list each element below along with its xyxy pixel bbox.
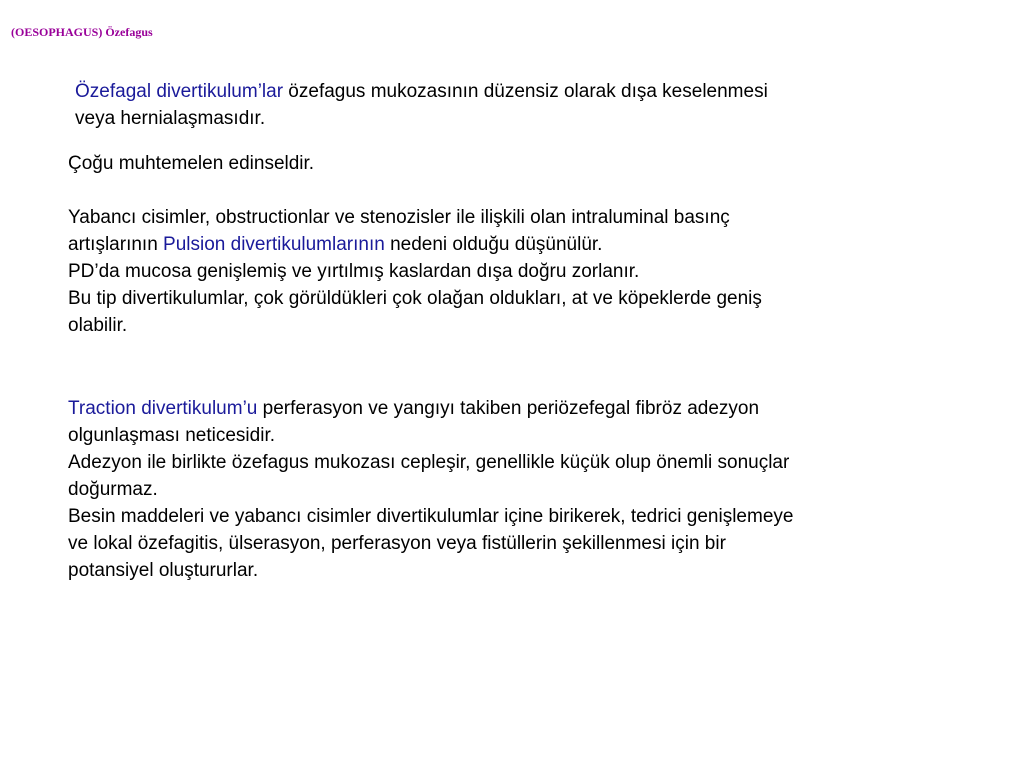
pulsion-paragraph: [68, 150, 948, 339]
pulsion-line-5: Bu tip divertikulumlar, çok görüldükleri çok olağan oldukları, at ve köpeklerde geniş: [68, 288, 762, 309]
pulsion-spacer: [68, 177, 948, 204]
pulsion-term: Pulsion divertikulumlarının: [163, 234, 385, 255]
traction-line-5: Besin maddeleri ve yabancı cisimler divertikulumlar içine birikerek, tedrici genişlemeye: [68, 506, 794, 527]
traction-term: Traction divertikulum’u: [68, 398, 258, 419]
traction-line-3: Adezyon ile birlikte özefagus mukozası cepleşir, genellikle küçük olup önemli sonuçlar: [68, 452, 790, 473]
traction-line-1-suffix: perferasyon ve yangıyı takiben periözefegal fibröz adezyon: [257, 398, 760, 419]
traction-line-7: potansiyel oluştururlar.: [68, 560, 259, 581]
pulsion-line-3-suffix: nedeni olduğu düşünülür.: [384, 234, 603, 255]
traction-line-6: ve lokal özefagitis, ülserasyon, perferasyon veya fistüllerin şekillenmesi için bir: [68, 533, 726, 554]
slide-title: (OESOPHAGUS) Özefagus: [11, 25, 153, 39]
pulsion-line-3: [68, 231, 948, 258]
pulsion-line-4: PD’da mucosa genişlemiş ve yırtılmış kaslardan dışa doğru zorlanır.: [68, 261, 640, 282]
definition-text-1: özefagus mukozasının düzensiz olarak dışa keselenmesi: [283, 81, 768, 102]
definition-line-2: veya hernialaşmasıdır.: [75, 108, 266, 129]
traction-paragraph: [68, 395, 948, 584]
definition-line-1: [75, 78, 935, 105]
traction-line-1: [68, 395, 948, 422]
definition-paragraph: [75, 78, 935, 132]
pulsion-line-2: Yabancı cisimler, obstructionlar ve stenozisler ile ilişkili olan intraluminal basınç: [68, 207, 730, 228]
traction-line-4: doğurmaz.: [68, 479, 158, 500]
pulsion-line-1: Çoğu muhtemelen edinseldir.: [68, 153, 315, 174]
definition-term: Özefagal divertikulum’lar: [75, 81, 284, 102]
pulsion-line-6: olabilir.: [68, 315, 128, 336]
traction-line-2: olgunlaşması neticesidir.: [68, 425, 275, 446]
pulsion-line-3-prefix: artışlarının: [68, 234, 164, 255]
